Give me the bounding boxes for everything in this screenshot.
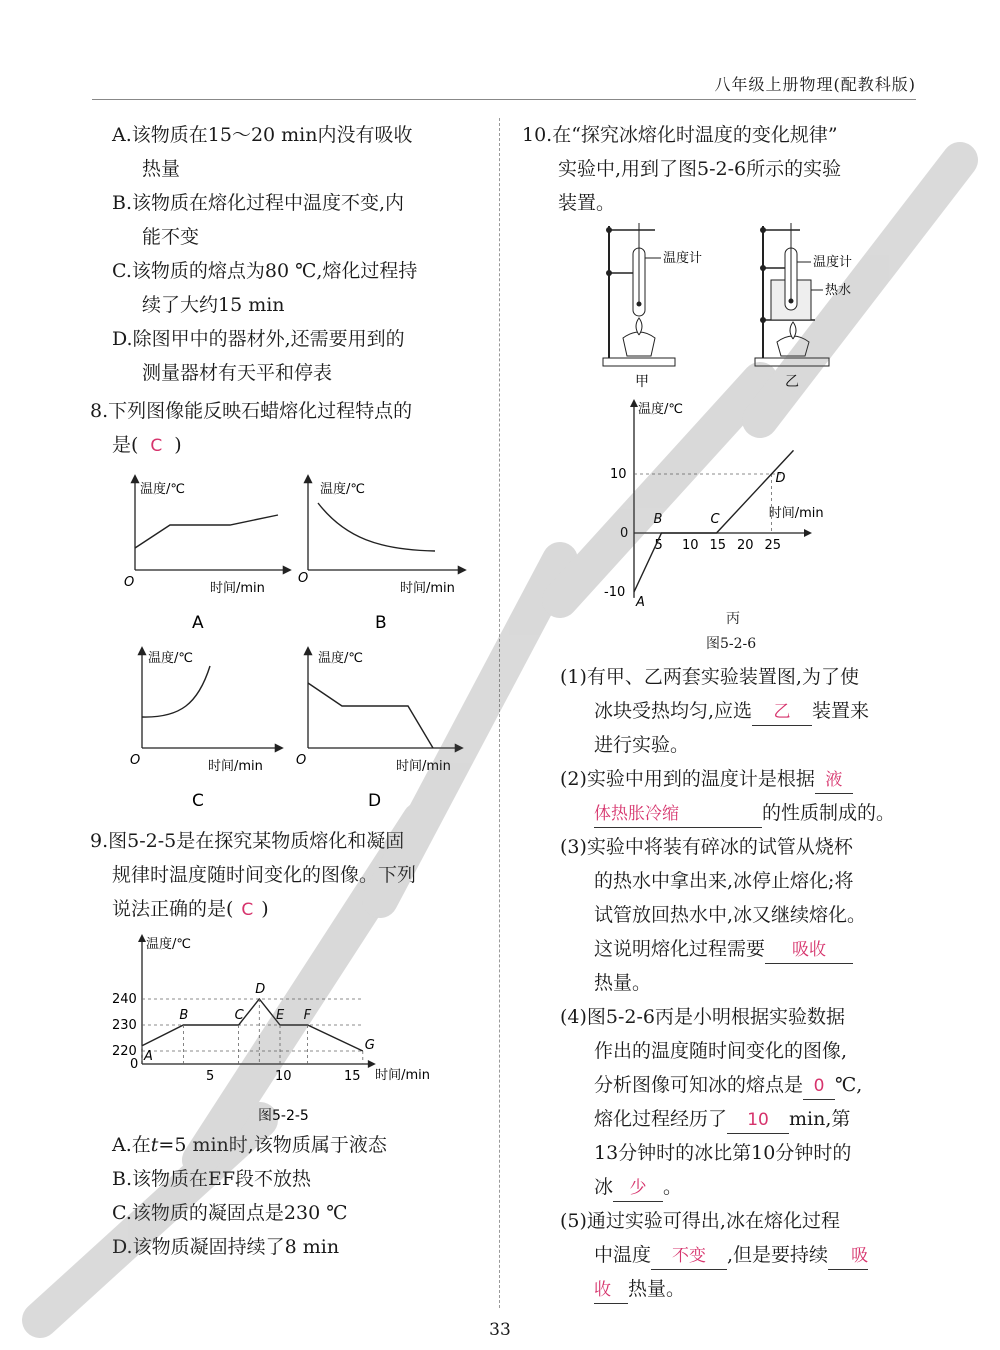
p5-answer-unchanged: 不变 (651, 1243, 727, 1270)
q7-option-c-line2: 续了大约15 min (142, 294, 285, 316)
yi-thermometer-label: 温度计 (813, 255, 853, 270)
q7-option-c-line1: C.该物质的熔点为80 ℃,熔化过程持 (112, 260, 418, 282)
c1-ylabel: 温度/℃ (146, 937, 191, 952)
c1-ytick-240: 240 (112, 992, 137, 1007)
c1-xtick-5: 5 (206, 1069, 215, 1084)
graph-a-caption: A (192, 613, 204, 633)
jia-thermometer-label: 温度计 (663, 251, 703, 266)
q8-graphs (110, 468, 490, 818)
graph-a-xlabel: 时间/min (210, 581, 265, 596)
q7-options (112, 118, 417, 390)
header-rule (92, 99, 916, 100)
graph-b-origin: O (298, 571, 309, 586)
q8-answer: C (150, 436, 163, 456)
graph-b-caption: B (375, 613, 387, 633)
graph-c-origin: O (130, 753, 141, 768)
p4-answer-melting-point: 0 (803, 1073, 835, 1100)
p1-line2-pre: 冰块受热均匀,应选 (594, 700, 753, 722)
c1-point-label-D: D (255, 982, 266, 997)
graph-a-ylabel: 温度/℃ (140, 482, 185, 497)
p3-line3: 试管放回热水中,冰又继续熔化。 (594, 904, 867, 926)
c1-x-arrow (368, 1060, 376, 1068)
q9-option-b: B.该物质在EF段不放热 (112, 1168, 312, 1190)
apparatus-yi (755, 223, 852, 390)
p2-answer-part2: 体热胀冷缩 (594, 801, 762, 828)
p2-answer-part1: 液 (815, 767, 853, 794)
apparatus-figure (595, 218, 885, 393)
q7-option-a-line1: A.该物质在15～20 min内没有吸收 (112, 124, 413, 146)
p5-line3-post: 热量。 (628, 1278, 686, 1300)
p4-line6-post: 。 (663, 1176, 683, 1198)
yi-caption: 乙 (785, 374, 799, 390)
p4-answer-duration: 10 (727, 1107, 789, 1134)
p1-line3: 进行实验。 (594, 734, 690, 756)
graph-b-curve (318, 503, 435, 551)
graph-b-xlabel: 时间/min (400, 581, 455, 596)
p4-line3-pre: 分析图像可知冰的熔点是 (594, 1074, 804, 1096)
p5-answer-absorb-part1: 吸 (828, 1243, 868, 1270)
c1-point-label-F: F (303, 1008, 312, 1023)
q7-option-b-line2: 能不变 (142, 226, 200, 248)
p3-line1: (3)实验中将装有碎冰的试管从烧杯 (560, 836, 853, 858)
c2-point-label-A: A (636, 595, 645, 610)
q9-option-d: D.该物质凝固持续了8 min (112, 1236, 340, 1258)
column-divider (499, 118, 500, 1308)
q9-options (112, 1128, 387, 1264)
q10-line3: 装置。 (558, 192, 616, 214)
c1-origin: 0 (130, 1057, 139, 1072)
p4-answer-less: 少 (613, 1175, 663, 1202)
q9-option-a: A.在t=5 min时,该物质属于液态 (112, 1134, 387, 1156)
p4-line5: 13分钟时的冰比第10分钟时的 (594, 1142, 852, 1164)
page-header: 八年级上册物理(配教科版) (714, 75, 916, 94)
graph-b (298, 476, 465, 633)
graph-d (296, 648, 462, 811)
q9-line2: 规律时温度随时间变化的图像。下列 (112, 864, 417, 886)
c2-point-label-D: D (775, 471, 786, 486)
p5-line2-mid: ,但是要持续 (727, 1244, 829, 1266)
q9-line3-pre: 说法正确的是( (112, 898, 234, 920)
c1-point-label-G: G (364, 1038, 375, 1053)
jia-alcohol-lamp (623, 332, 655, 356)
figure-bing-caption: 丙 (726, 611, 740, 627)
q7-option-a-line2: 热量 (142, 158, 181, 180)
jia-caption: 甲 (635, 374, 649, 390)
c2-point-label-B: B (653, 512, 663, 527)
p5-line1: (5)通过实验可得出,冰在熔化过程 (560, 1210, 840, 1232)
graph-c (130, 648, 282, 811)
c1-point-label-A: A (144, 1048, 153, 1064)
graph-b-ylabel: 温度/℃ (320, 482, 365, 497)
jia-base (603, 358, 675, 366)
c1-xlabel: 时间/min (375, 1068, 430, 1083)
p1-line1: (1)有甲、乙两套实验装置图,为了使 (560, 666, 859, 688)
q7-option-d-line2: 测量器材有天平和停表 (142, 362, 333, 384)
c1-point-label-C: C (234, 1008, 244, 1023)
c1-point-label-B: B (179, 1008, 189, 1023)
c2-xtick-15: 15 (709, 538, 727, 553)
graph-d-curve (308, 683, 433, 748)
graph-d-xlabel: 时间/min (396, 759, 451, 774)
page-number: 33 (489, 1320, 511, 1340)
c2-xtick-25: 25 (764, 538, 782, 553)
c2-origin: 0 (620, 526, 629, 541)
q10-line1: 10.在“探究冰熔化时温度的变化规律” (522, 124, 838, 146)
q9-answer: C (241, 900, 254, 920)
p3-line2: 的热水中拿出来,冰停止熔化;将 (594, 870, 854, 892)
q10-subquestions (560, 660, 895, 1306)
p3-line5: 热量。 (594, 972, 652, 994)
q9-line1: 9.图5-2-5是在探究某物质熔化和凝固 (90, 830, 405, 852)
q7-option-d-line1: D.除图甲中的器材外,还需要用到的 (112, 328, 405, 350)
c2-xlabel: 时间/min (768, 506, 824, 521)
p4-line4-post: min,第 (789, 1108, 851, 1130)
p1-line2-post: 装置来 (812, 700, 870, 722)
c1-xtick-15: 15 (344, 1069, 361, 1084)
q9-stem (90, 824, 416, 927)
c2-xtick-5: 5 (654, 538, 663, 553)
graph-d-origin: O (296, 753, 307, 768)
p1-answer: 乙 (752, 699, 812, 726)
graph-a-curve (135, 515, 278, 548)
c2-ytick--10: -10 (604, 585, 626, 600)
c2-ytick-10: 10 (610, 467, 627, 482)
c1-xtick-10: 10 (275, 1069, 292, 1084)
c1-point-label-E: E (276, 1008, 285, 1023)
figure-5-2-5-chart (100, 930, 480, 1130)
q7-option-b-line1: B.该物质在熔化过程中温度不变,内 (112, 192, 405, 214)
c1-caption: 图5-2-5 (258, 1108, 309, 1124)
q10-line2: 实验中,用到了图5-2-6所示的实验 (558, 158, 842, 180)
p4-line1: (4)图5-2-6丙是小明根据实验数据 (560, 1006, 846, 1028)
c2-point-label-C: C (710, 512, 720, 527)
graph-d-ylabel: 温度/℃ (318, 651, 363, 666)
p5-line2-pre: 中温度 (594, 1244, 652, 1266)
c1-ytick-230: 230 (112, 1018, 137, 1033)
c1-y-arrow (138, 934, 146, 942)
graph-c-xlabel: 时间/min (208, 759, 263, 774)
q8-stem (90, 394, 412, 463)
c2-xtick-20: 20 (737, 538, 754, 553)
graph-a (124, 476, 290, 633)
figure-5-2-6-caption: 图5-2-6 (706, 636, 757, 652)
q8-line1: 8.下列图像能反映石蜡熔化过程特点的 (90, 400, 413, 422)
q9-line3-post: ) (261, 898, 269, 920)
q9-option-c: C.该物质的凝固点是230 ℃ (112, 1202, 348, 1224)
graph-c-ylabel: 温度/℃ (148, 651, 193, 666)
p4-line4-pre: 熔化过程经历了 (594, 1108, 728, 1130)
c2-xtick-10: 10 (682, 538, 699, 553)
p4-line2: 作出的温度随时间变化的图像, (594, 1040, 848, 1062)
p3-answer: 吸收 (765, 937, 853, 964)
c2-y-arrow (630, 399, 638, 407)
p3-line4-pre: 这说明熔化过程需要 (594, 938, 766, 960)
c1-ytick-220: 220 (112, 1044, 137, 1059)
apparatus-jia (603, 223, 702, 390)
q10-stem (522, 118, 841, 220)
graph-c-curve (142, 666, 210, 717)
yi-base (755, 358, 829, 366)
p2-line2-post: 的性质制成的。 (762, 802, 896, 824)
p4-line3-post: ℃, (835, 1074, 863, 1096)
c2-x-arrow (804, 529, 812, 537)
p5-answer-absorb-part2: 收 (594, 1277, 628, 1304)
yi-hot-water-label: 热水 (825, 283, 852, 298)
graph-a-origin: O (124, 575, 135, 590)
p4-line6-pre: 冰 (594, 1176, 614, 1198)
c2-ylabel: 温度/℃ (638, 402, 683, 417)
figure-bing-chart (590, 395, 880, 630)
q8-line2-pre: 是( (112, 434, 139, 456)
graph-d-caption: D (368, 791, 382, 811)
graph-c-caption: C (192, 791, 204, 811)
q8-line2-post: ) (174, 434, 182, 456)
p2-line1-pre: (2)实验中用到的温度计是根据 (560, 768, 815, 790)
